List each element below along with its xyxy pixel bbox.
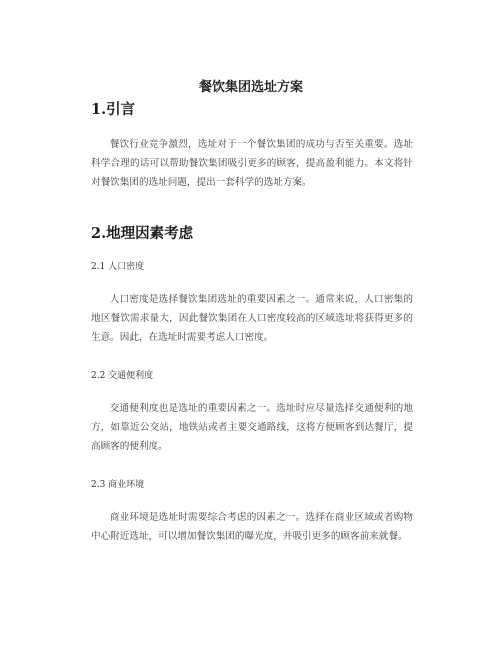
section-heading-introduction: 1.引言 bbox=[91, 101, 136, 118]
population-density-paragraph: 人口密度是选择餐饮集团选址的重要因素之一。通常来说，人口密集的地区餐饮需求量大，因此餐饮集团在人口密度较高的区域选址将获得更多的生意。因此，在选址时需要考虑人口密度。 bbox=[91, 294, 413, 343]
transport-convenience-paragraph: 交通便利度也是选址的重要因素之一。选址时应尽量选择交通便利的地方，如靠近公交站，地铁站或者主要交通路线，这将方便顾客到达餐厅，提高顾客的便利度。 bbox=[91, 403, 413, 452]
introduction-paragraph: 餐饮行业竞争激烈，选址对于一个餐饮集团的成功与否至关重要。选址科学合理的话可以帮助餐饮集团吸引更多的顾客，提高盈利能力。本文将针对餐饮集团的选址问题，提出一套科学的选址方案。 bbox=[91, 139, 413, 188]
subsection-heading-business-environment: 2.3 商业环境 bbox=[91, 480, 145, 490]
subsection-heading-transport-convenience: 2.2 交通便利度 bbox=[91, 371, 154, 381]
business-environment-paragraph: 商业环境是选址时需要综合考虑的因素之一。选择在商业区域或者购物中心附近选址，可以增加餐饮集团的曝光度，并吸引更多的顾客前来就餐。 bbox=[91, 512, 413, 542]
section-heading-geographic-factors: 2.地理因素考虑 bbox=[91, 225, 194, 242]
document-title: 餐饮集团选址方案 bbox=[198, 80, 303, 95]
subsection-heading-population-density: 2.1 人口密度 bbox=[91, 262, 145, 272]
